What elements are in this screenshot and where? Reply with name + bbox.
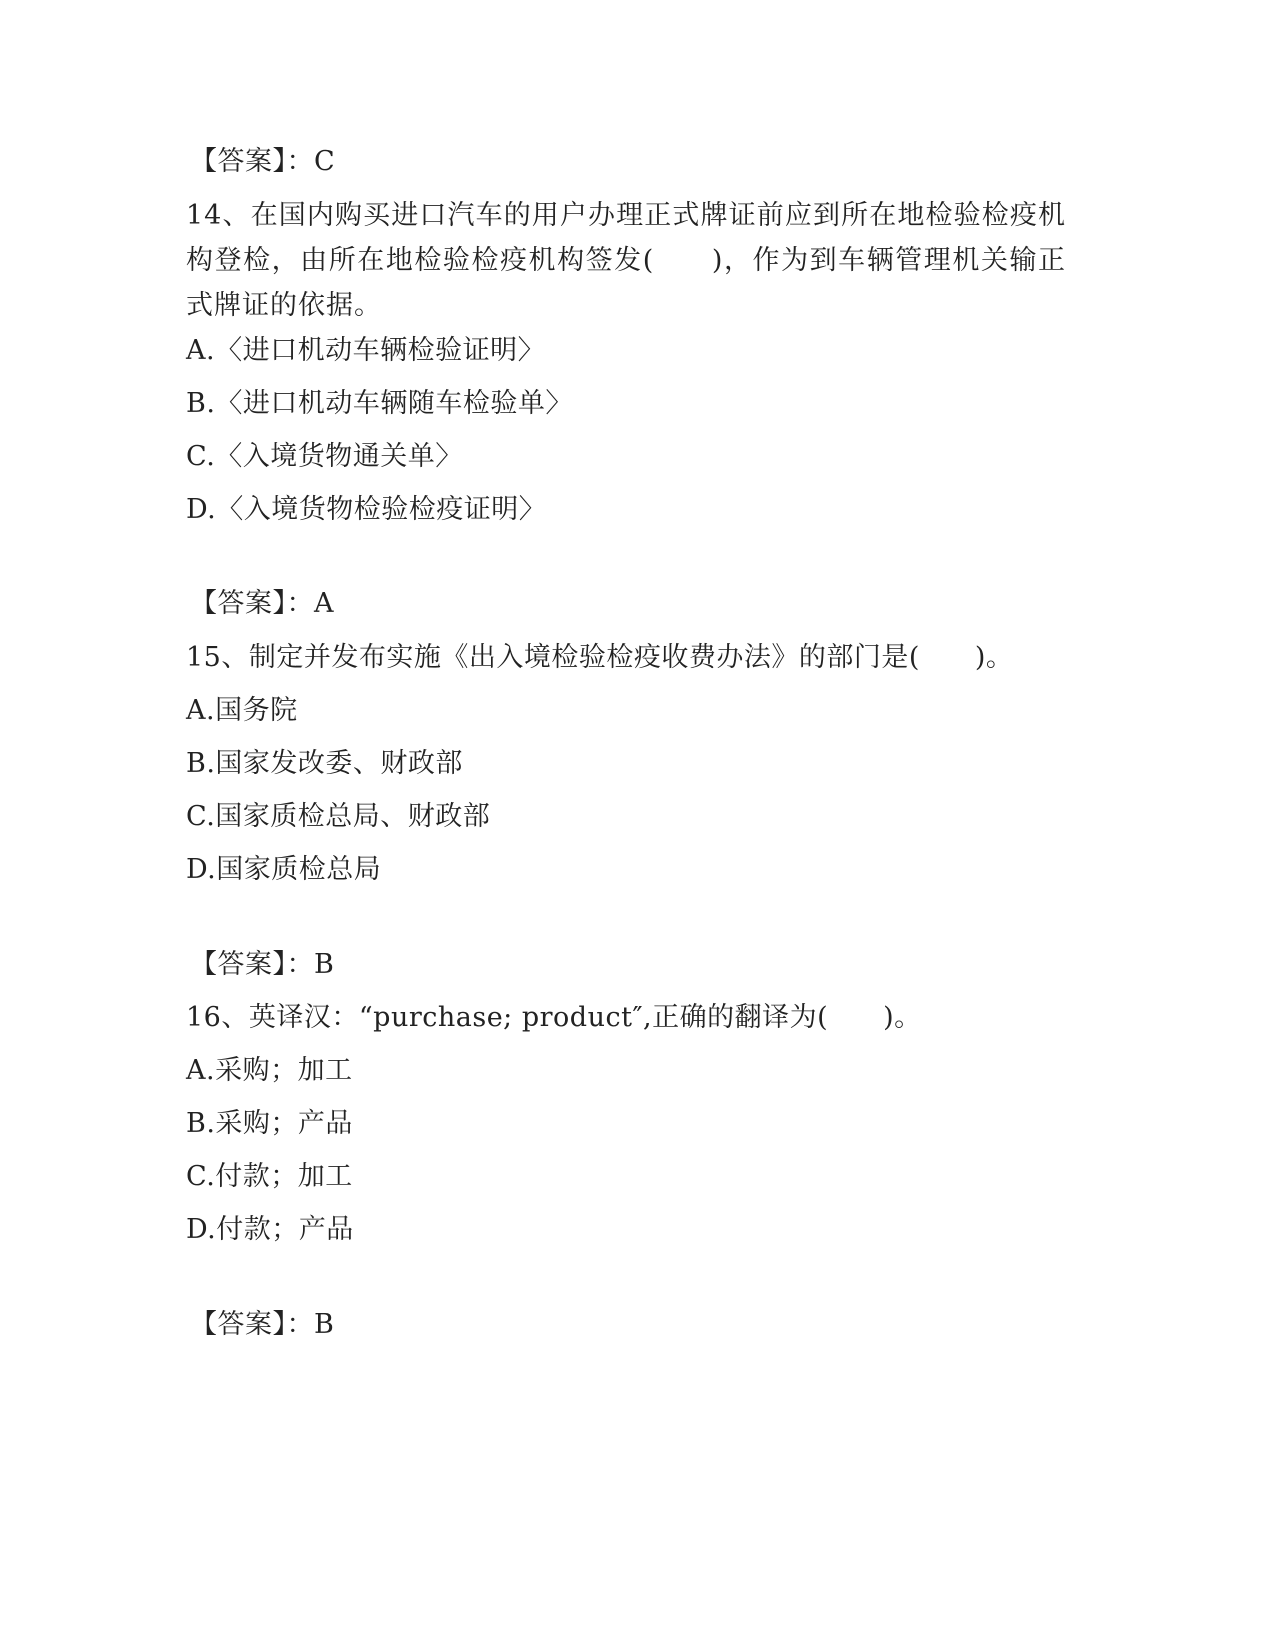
answer-line-15: 【答案】：B [190, 949, 335, 980]
question-15-option-a: A.国务院 [186, 695, 298, 726]
question-16-stem: 16、英译汉：“purchase; product″,正确的翻译为( )。 [186, 1002, 922, 1033]
answer-line-14: 【答案】：A [190, 588, 334, 619]
question-16-option-d: D.付款；产品 [186, 1214, 354, 1245]
question-15-option-c: C.国家质检总局、财政部 [186, 801, 491, 832]
question-15-option-b: B.国家发改委、财政部 [186, 748, 463, 779]
question-16-option-a: A.采购；加工 [186, 1055, 353, 1086]
question-14-option-a: A.〈进口机动车辆检验证明〉 [186, 335, 546, 366]
question-14-option-b: B.〈进口机动车辆随车检验单〉 [186, 388, 573, 419]
question-15-option-d: D.国家质检总局 [186, 854, 382, 885]
question-16-option-c: C.付款；加工 [186, 1161, 353, 1192]
answer-line-13: 【答案】：C [190, 146, 336, 177]
question-14-option-d: D.〈入境货物检验检疫证明〉 [186, 494, 547, 525]
question-15-stem: 15、制定并发布实施《出入境检验检疫收费办法》的部门是( )。 [186, 642, 1014, 673]
question-16-option-b: B.采购；产品 [186, 1108, 353, 1139]
answer-line-16: 【答案】：B [190, 1309, 335, 1340]
question-14-stem: 14、在国内购买进口汽车的用户办理正式牌证前应到所在地检验检疫机构登检，由所在地检验检疫机构签发( )，作为到车辆管理机关输正式牌证的依据。 [186, 200, 1066, 321]
question-14-option-c: C.〈入境货物通关单〉 [186, 441, 463, 472]
